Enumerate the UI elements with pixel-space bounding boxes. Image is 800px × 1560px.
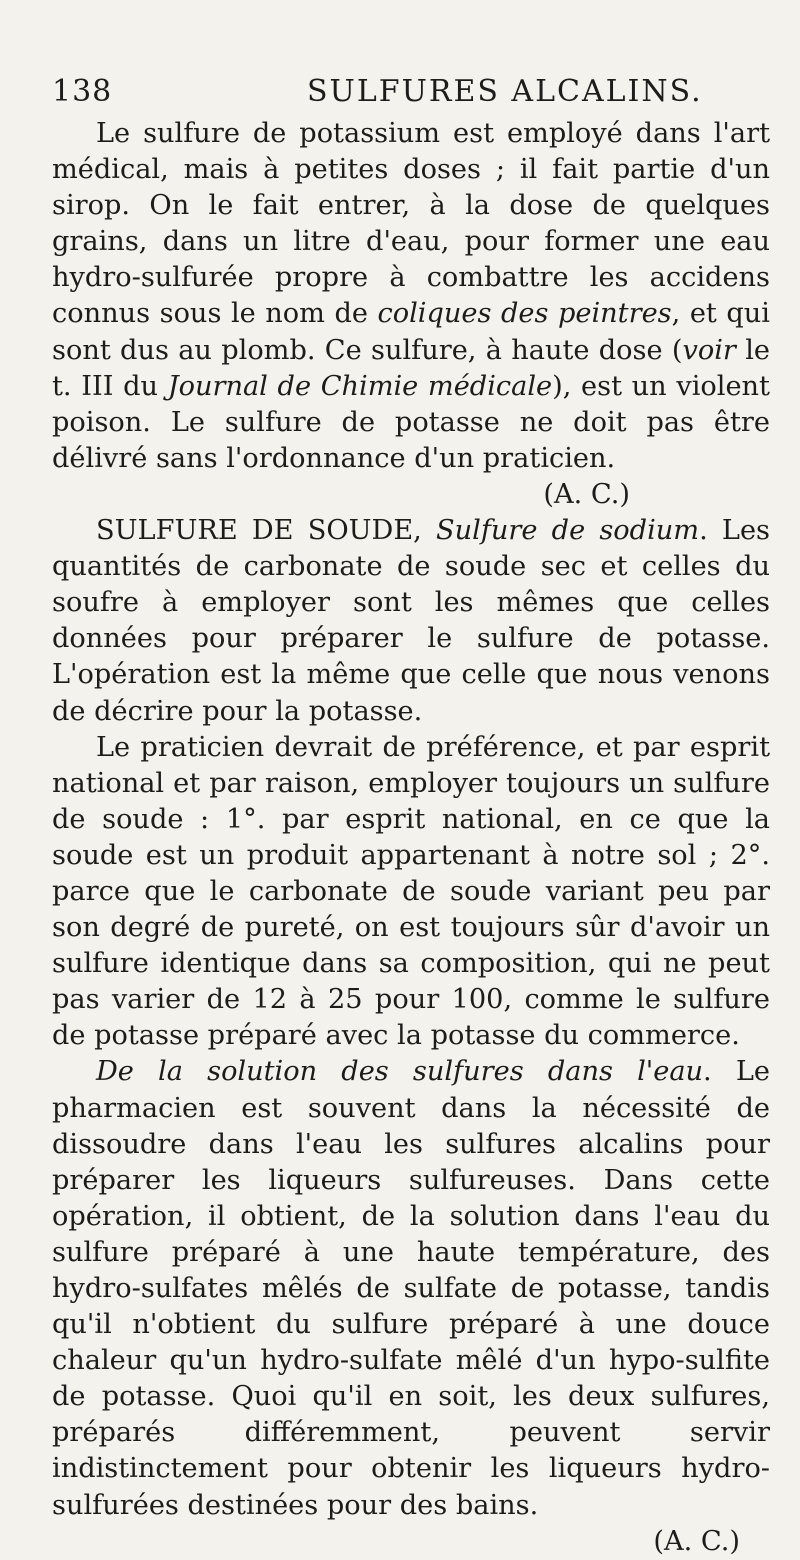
journal-title: Journal de Chimie médicale (167, 370, 553, 402)
page-number: 138 (52, 74, 113, 109)
paragraph-potassium-sulfide: Le sulfure de potassium est employé dans l'art médical, mais à petites doses ; il fait partie d'un sirop. On le fait entrer, à la dose de quelques grains, dans un litre d'eau, pour former une eau hydro-sulfurée propre à combattre les accidens connus sous le nom de coliques des peintres, et qui sont dus au plomb. Ce sulfure, à haute dose (voir le t. III du Journal de Chimie médicale), est un violent poison. Le sulfure de potasse ne doit pas être délivré sans l'ordonnance d'un praticien. (52, 118, 770, 474)
running-title: SULFURES ALCALINS. (307, 74, 703, 109)
italic-term: Sulfure de sodium (436, 515, 700, 547)
running-head (52, 72, 770, 116)
italic-term: voir (682, 334, 736, 366)
author-signature: (A. C.) (543, 478, 630, 510)
body-text (52, 116, 770, 1560)
paragraph-solution: De la solution des sulfures dans l'eau. Le pharmacien est souvent dans la nécessité de dissoudre dans l'eau les sulfures alcalins pour préparer les liqueurs sulfureuses. Dans cette opération, il obtient, de la solution dans l'eau du sulfure préparé à une haute température, des hydro-sulfates mêlés de sulfate de potasse, tandis qu'il n'obtient du sulfure préparé à une douce chaleur qu'un hydro-sulfate mêlé d'un hypo-sulfite de potasse. Quoi qu'il en soit, les deux sulfures, préparés différemment, peuvent servir indistinctement pour obtenir les liqueurs hydro-sulfurées destinées pour des bains. (52, 1056, 770, 1521)
paragraph-sodium-sulfide: SULFURE DE SOUDE, Sulfure de sodium. Les quantités de carbonate de soude sec et celles du soufre à employer sont les mêmes que celles données pour préparer le sulfure de potasse. L'opération est la même que celle que nous venons de décrire pour la potasse. (52, 515, 770, 727)
subsection-heading: De la solution des sulfures dans l'eau (96, 1056, 704, 1088)
author-signature: (A. C.) (653, 1525, 740, 1557)
section-heading: SULFURE DE SOUDE (96, 515, 414, 547)
paragraph-national-spirit: Le praticien devrait de préférence, et par esprit national et par raison, employer toujours un sulfure de soude : 1°. par esprit national, en ce que la soude est un produit appartenant à notre sol ; 2°. parce que le carbonate de soude variant peu par son degré de pureté, on est toujours sûr d'avoir un sulfure identique dans sa composition, qui ne peut pas varier de 12 à 25 pour 100, comme le sulfure de potasse préparé avec la potasse du commerce. (52, 731, 770, 1052)
italic-term: coliques des peintres (377, 298, 672, 330)
